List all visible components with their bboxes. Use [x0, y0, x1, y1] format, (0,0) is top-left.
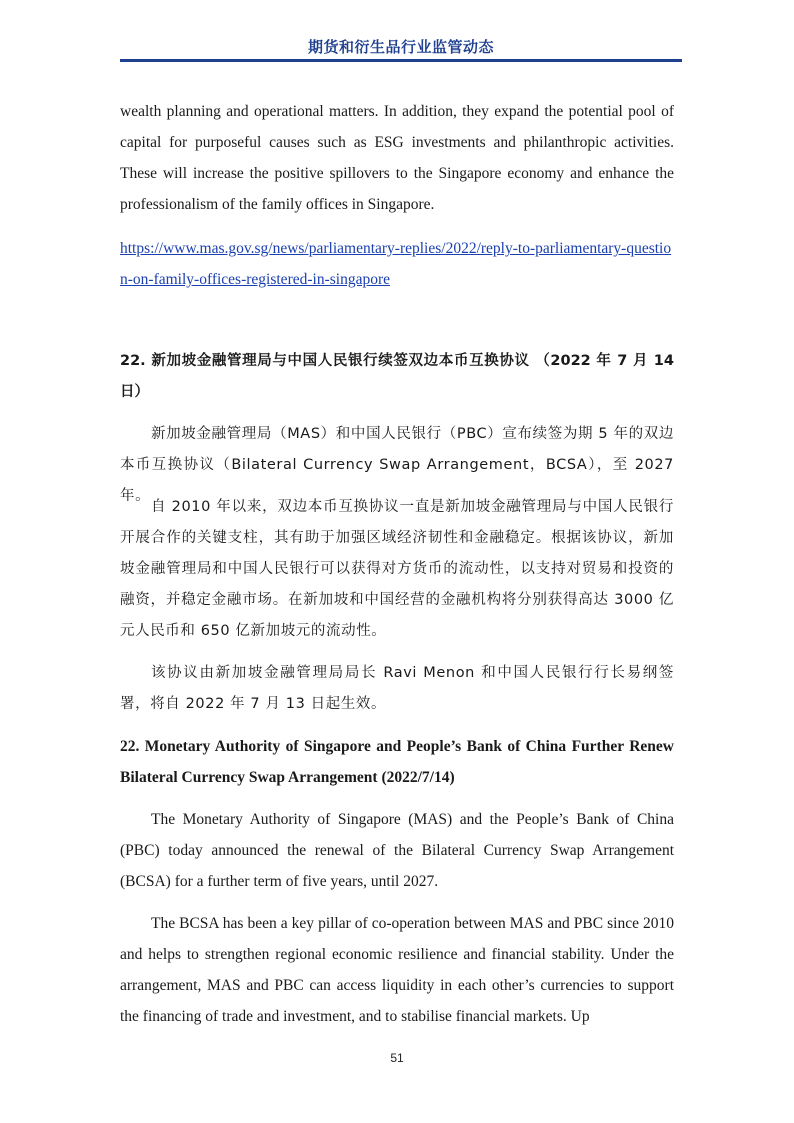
running-header-title: 期货和衍生品行业监管动态 [307, 38, 494, 56]
header-divider [120, 59, 682, 62]
english-paragraph-1: The Monetary Authority of Singapore (MAS) and the People’s Bank of China (PBC) today announced the renewal of the Bilateral Currency Swap Arrangement (BCSA) for a further term of five years, until 2027. [120, 811, 674, 890]
section-heading-chinese: 22. 新加坡金融管理局与中国人民银行续签双边本币互换协议 （2022 年 7 月 14 日） [120, 353, 674, 400]
english-paragraph-2: The BCSA has been a key pillar of co-operation between MAS and PBC since 2010 and helps to strengthen regional economic resilience and financial stability. Under the arrangement, MAS and PBC can access liquidity in each other’s currencies to support the financing of trade and investment, and to stabilise financial markets. Up [120, 915, 674, 1025]
source-link[interactable]: https://www.mas.gov.sg/news/parliamentary-replies/2022/reply-to-parliamentary-question-on-family-offices-registered-in-singapore [120, 240, 672, 288]
page-number: 51 [390, 1051, 404, 1065]
chinese-paragraph-2: 自 2010 年以来，双边本币互换协议一直是新加坡金融管理局与中国人民银行开展合作的关键支柱，其有助于加强区域经济韧性和金融稳定。根据该协议，新加坡金融管理局和中国人民银行可以获得对方货币的流动性，以支持对贸易和投资的融资，并稳定金融市场。在新加坡和中国经营的金融机构将分别获得高达 3000 亿元人民币和 650 亿新加坡元的流动性。 [120, 499, 674, 639]
chinese-paragraph-3: 该协议由新加坡金融管理局局长 Ravi Menon 和中国人民银行行长易纲签署，将自 2022 年 7 月 13 日起生效。 [120, 665, 674, 712]
chinese-paragraph-1: 新加坡金融管理局（MAS）和中国人民银行（PBC）宣布续签为期 5 年的双边本币互换协议（Bilateral Currency Swap Arrangement，BCSA），至 2027 年。 [120, 426, 674, 504]
intro-paragraph: wealth planning and operational matters. In addition, they expand the potential pool of capital for purposeful causes such as ESG investments and philanthropic activities. These will increase the positive spillovers to the Singapore economy and enhance the professionalism of the family offices in Singapore. [120, 103, 674, 213]
section-heading-english: 22. Monetary Authority of Singapore and People’s Bank of China Further Renew Bilateral Currency Swap Arrangement (2022/7/14) [120, 738, 674, 786]
